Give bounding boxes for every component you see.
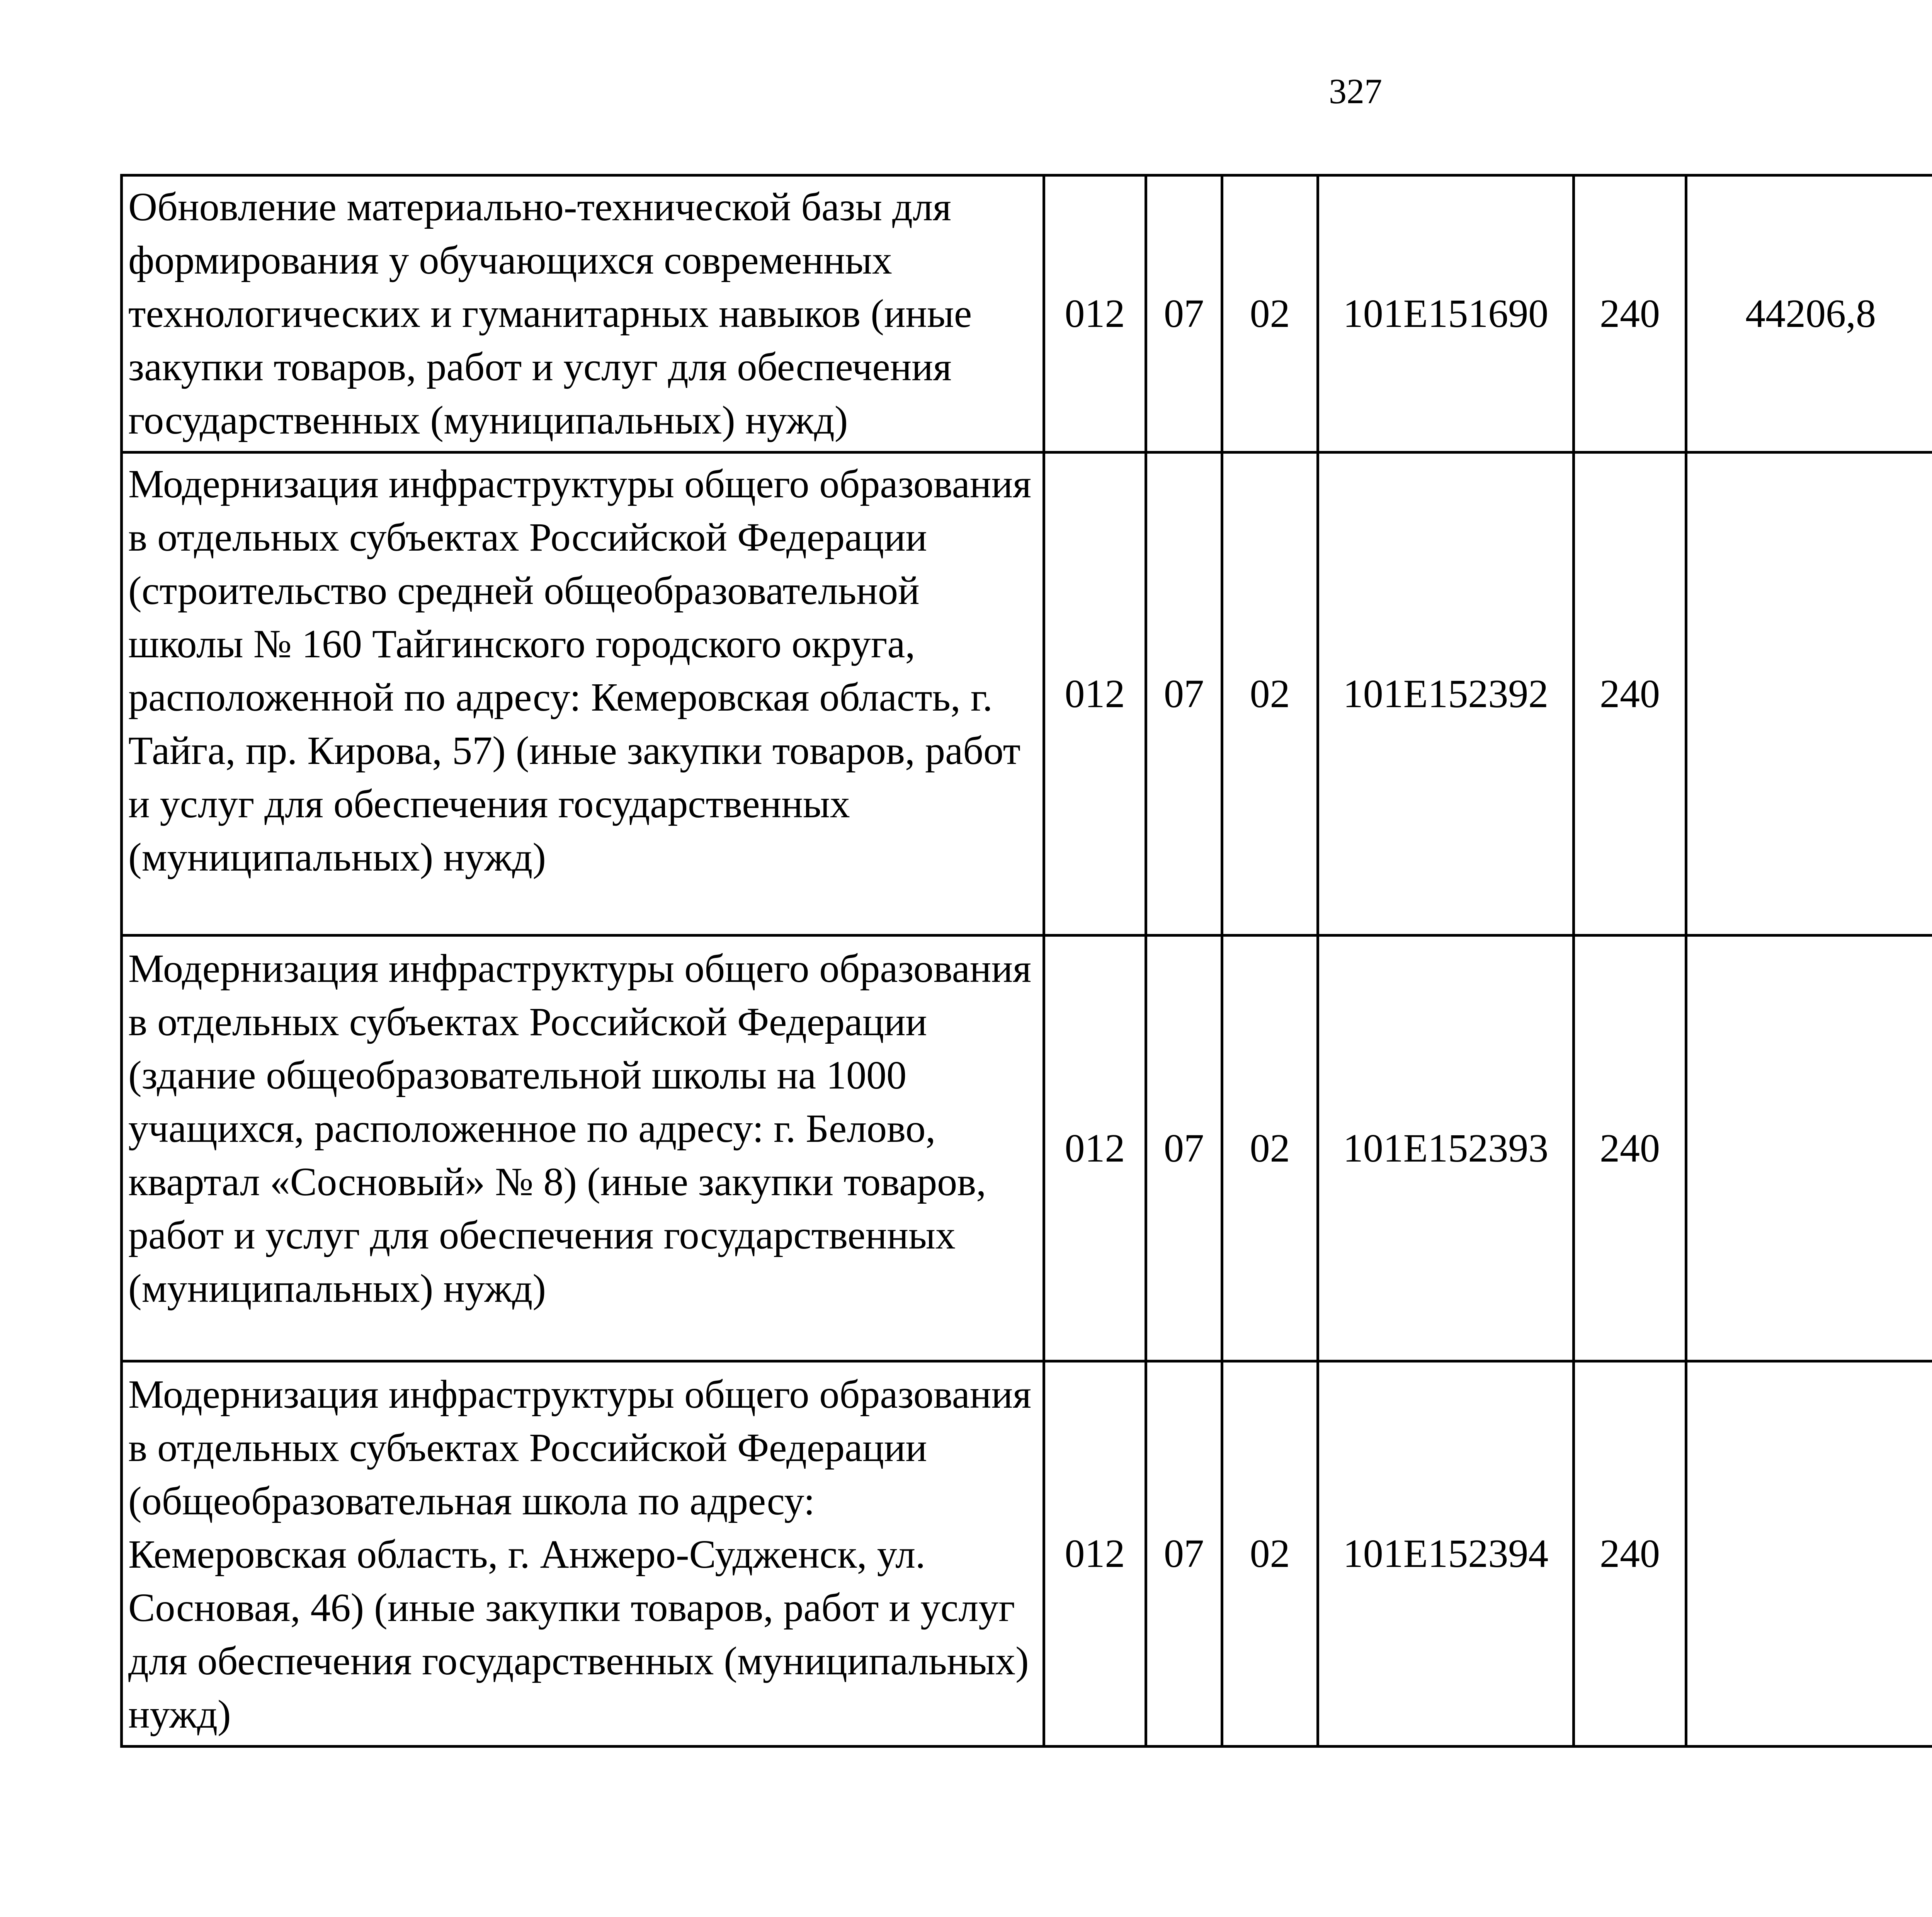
section-code: 07 [1146,175,1222,452]
amount-year-1 [1686,936,1932,1361]
subsection-code: 02 [1222,1361,1318,1747]
ministry-code: 012 [1044,936,1146,1361]
section-code: 07 [1146,1361,1222,1747]
expense-name: Модернизация инфраструктуры общего образования в отдельных субъектах Российской Федерации (общеобразовательная школа по адресу: Кемеровская область, г. Анжеро-Судженск, ул. Сосновая, 46) (иные закупки товаров, работ и услуг для обеспечения государственных (муниципальных) нужд) [122,1361,1044,1747]
table-row [122,1361,1932,1747]
expense-type-code: 240 [1574,175,1686,452]
ministry-code: 012 [1044,1361,1146,1747]
table-row [122,175,1932,452]
section-code: 07 [1146,452,1222,936]
subsection-code: 02 [1222,936,1318,1361]
amount-year-1 [1686,1361,1932,1747]
target-article-code: 101E151690 [1318,175,1574,452]
expense-type-code: 240 [1574,936,1686,1361]
subsection-code: 02 [1222,175,1318,452]
ministry-code: 012 [1044,452,1146,936]
expense-name: Модернизация инфраструктуры общего образования в отдельных субъектах Российской Федерации (строительство средней общеобразовательной школы № 160 Тайгинского городского округа, расположенной по адресу: Кемеровская область, г. Тайга, пр. Кирова, 57) (иные закупки товаров, работ и услуг для обеспечения государственных (муниципальных) нужд) [122,452,1044,936]
expense-name: Обновление материально-технической базы для формирования у обучающихся современных технологических и гуманитарных навыков (иные закупки товаров, работ и услуг для обеспечения государственных (муниципальных) нужд) [122,175,1044,452]
amount-value: 44206,8 [1745,291,1876,336]
expense-type-code: 240 [1574,452,1686,936]
amount-year-1 [1686,175,1932,452]
ministry-code: 012 [1044,175,1146,452]
budget-table [120,174,1932,1748]
page-number: 327 [1329,71,1382,111]
subsection-code: 02 [1222,452,1318,936]
section-code: 07 [1146,936,1222,1361]
table-row [122,452,1932,936]
amount-year-1 [1686,452,1932,936]
table-row [122,936,1932,1361]
expense-type-code: 240 [1574,1361,1686,1747]
target-article-code: 101E152393 [1318,936,1574,1361]
expense-name: Модернизация инфраструктуры общего образования в отдельных субъектах Российской Федерации (здание общеобразовательной школы на 1000 учащихся, расположенное по адресу: г. Белово, квартал «Сосновый» № 8) (иные закупки товаров, работ и услуг для обеспечения государственных (муниципальных) нужд) [122,936,1044,1361]
target-article-code: 101E152392 [1318,452,1574,936]
target-article-code: 101E152394 [1318,1361,1574,1747]
